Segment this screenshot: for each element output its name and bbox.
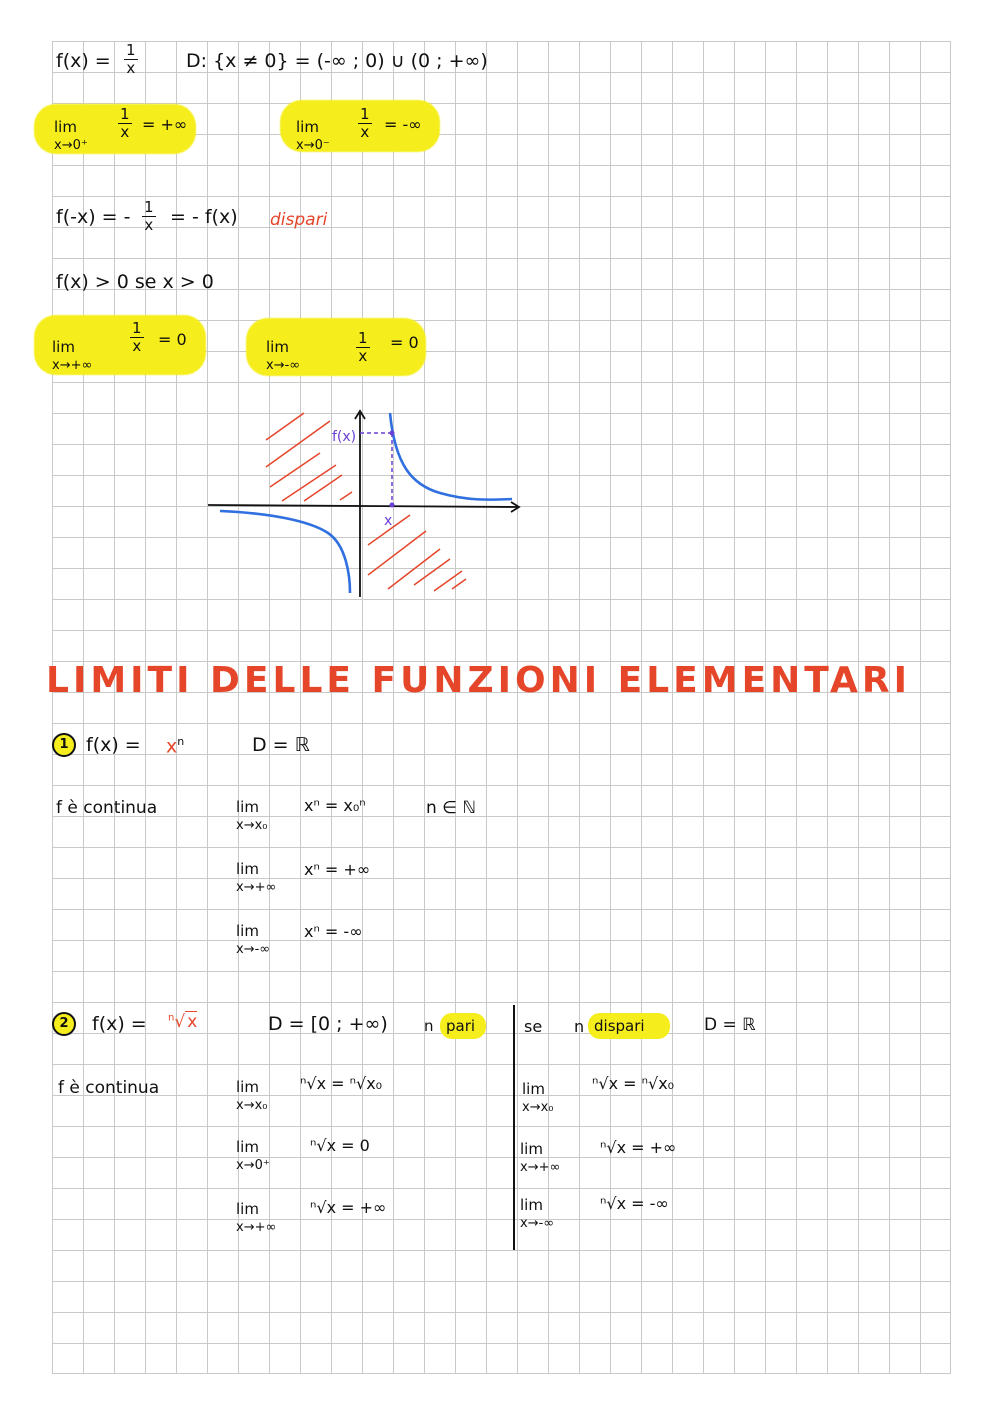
limit-result: ⁿ√x = +∞ <box>310 1198 387 1217</box>
fraction-numerator: 1 <box>360 105 370 123</box>
odd-rhs: = - f(x) <box>170 206 238 228</box>
right-domain: D = ℝ <box>704 1015 756 1035</box>
lim-subscript: x→+∞ <box>520 1160 561 1175</box>
right-se: se <box>524 1017 543 1036</box>
lim-label: lim <box>236 798 259 816</box>
lim-subscript: x→x₀ <box>236 1098 268 1113</box>
lim-subscript: x→0⁻ <box>296 138 330 153</box>
grid-paper <box>52 41 951 1374</box>
fraction <box>142 200 156 233</box>
fraction-denominator: x <box>358 347 368 365</box>
lim-label: lim <box>236 922 259 940</box>
domain: D = ℝ <box>252 734 310 756</box>
root-index: n <box>168 1012 175 1024</box>
fraction <box>130 321 144 354</box>
hyperbola-branch-positive <box>390 413 512 500</box>
fraction <box>118 107 132 140</box>
limit-result: xⁿ = +∞ <box>304 860 371 879</box>
lim-label: lim <box>266 338 289 356</box>
fraction-denominator: x <box>126 59 136 77</box>
func-base: x <box>166 735 178 758</box>
lim-label: lim <box>236 1078 259 1096</box>
limit-expression <box>266 338 300 373</box>
limit-expression <box>236 798 268 833</box>
lim-label: lim <box>236 860 259 878</box>
domain-definition: D: {x ≠ 0} = (-∞ ; 0) ∪ (0 ; +∞) <box>186 50 488 72</box>
func-root: $^n$√ x <box>168 1012 198 1032</box>
lim-subscript: x→-∞ <box>266 358 301 373</box>
cond-word: pari <box>446 1017 476 1035</box>
limit-result: ⁿ√x = 0 <box>310 1136 370 1155</box>
lim-subscript: x→x₀ <box>522 1100 554 1115</box>
limit-expression <box>236 860 276 895</box>
fraction-numerator: 1 <box>144 198 154 216</box>
limit-result: = 0 <box>158 330 187 349</box>
condition-n: n ∈ ℕ <box>426 798 477 818</box>
section-number-1: 1 <box>52 733 76 757</box>
hyperbola-graph <box>200 405 530 605</box>
fraction-numerator: 1 <box>120 105 130 123</box>
fraction-1-over-x <box>124 43 138 76</box>
limit-result: = 0 <box>390 333 419 352</box>
limit-result: ⁿ√x = ⁿ√x₀ <box>592 1074 675 1093</box>
func-lhs: f(x) = <box>92 1013 147 1035</box>
lim-label: lim <box>54 118 77 136</box>
limit-result: xⁿ = -∞ <box>304 922 363 941</box>
lim-subscript: x→-∞ <box>236 942 271 957</box>
limit-result: ⁿ√x = +∞ <box>600 1138 677 1157</box>
fraction-numerator: 1 <box>358 329 368 347</box>
odd-label: dispari <box>270 210 328 230</box>
lim-label: lim <box>236 1200 259 1218</box>
lim-label: lim <box>520 1196 543 1214</box>
lim-label: lim <box>52 338 75 356</box>
x-axis <box>208 505 518 507</box>
fraction-denominator: x <box>120 123 130 141</box>
column-divider <box>513 1005 515 1250</box>
lim-label: lim <box>296 118 319 136</box>
limit-result: ⁿ√x = ⁿ√x₀ <box>300 1074 383 1093</box>
lim-subscript: x→0⁺ <box>236 1158 270 1173</box>
fraction-denominator: x <box>132 337 142 355</box>
lim-subscript: x→x₀ <box>236 818 268 833</box>
limit-expression <box>52 338 92 373</box>
section-title: LIMITI DELLE FUNZIONI ELEMENTARI <box>46 660 912 701</box>
limit-expression <box>54 118 88 153</box>
limit-expression <box>520 1196 554 1231</box>
point-on-curve <box>390 431 395 436</box>
fraction-denominator: x <box>360 123 370 141</box>
x-label: x <box>384 513 393 529</box>
lim-subscript: x→+∞ <box>236 1220 277 1235</box>
limit-expression <box>296 118 330 153</box>
function-definition: f(x) = <box>56 50 111 72</box>
right-n: n <box>574 1017 585 1036</box>
limit-expression <box>236 922 270 957</box>
positivity-statement: f(x) > 0 se x > 0 <box>56 271 214 293</box>
fraction-numerator: 1 <box>132 319 142 337</box>
lim-subscript: x→+∞ <box>236 880 277 895</box>
func-exponent: n <box>177 735 185 748</box>
fraction <box>356 331 370 364</box>
lim-subscript: x→0⁺ <box>54 138 88 153</box>
limit-result: = -∞ <box>384 115 422 134</box>
limit-expression <box>236 1200 276 1235</box>
fx-label: f(x) <box>332 429 357 445</box>
hatching-q4 <box>368 515 466 591</box>
func-power <box>166 736 184 756</box>
fraction-denominator: x <box>144 216 154 234</box>
lim-label: lim <box>520 1140 543 1158</box>
point-on-axis <box>390 503 395 508</box>
root-arg: x <box>187 1012 198 1032</box>
func-lhs: f(x) = <box>86 734 141 756</box>
right-word: dispari <box>594 1017 645 1035</box>
limit-expression <box>520 1140 560 1175</box>
lim-label: lim <box>236 1138 259 1156</box>
limit-expression <box>236 1078 268 1113</box>
limit-result: xⁿ = x₀ⁿ <box>304 796 366 815</box>
limit-expression <box>236 1138 270 1173</box>
limit-expression <box>522 1080 554 1115</box>
limit-result: = +∞ <box>142 115 188 134</box>
hatching-q2 <box>266 413 352 501</box>
section-number-2: 2 <box>52 1012 76 1036</box>
cond-n: n <box>424 1017 434 1035</box>
fraction-numerator: 1 <box>126 41 136 59</box>
odd-lhs: f(-x) = - <box>56 206 131 228</box>
limit-result: ⁿ√x = -∞ <box>600 1194 669 1213</box>
continuity-note: f è continua <box>58 1078 160 1098</box>
lim-label: lim <box>522 1080 545 1098</box>
fraction <box>358 107 372 140</box>
hyperbola-branch-negative <box>220 511 350 593</box>
domain: D = [0 ; +∞) <box>268 1013 388 1035</box>
lim-subscript: x→+∞ <box>52 358 93 373</box>
continuity-note: f è continua <box>56 798 158 818</box>
lim-subscript: x→-∞ <box>520 1216 555 1231</box>
